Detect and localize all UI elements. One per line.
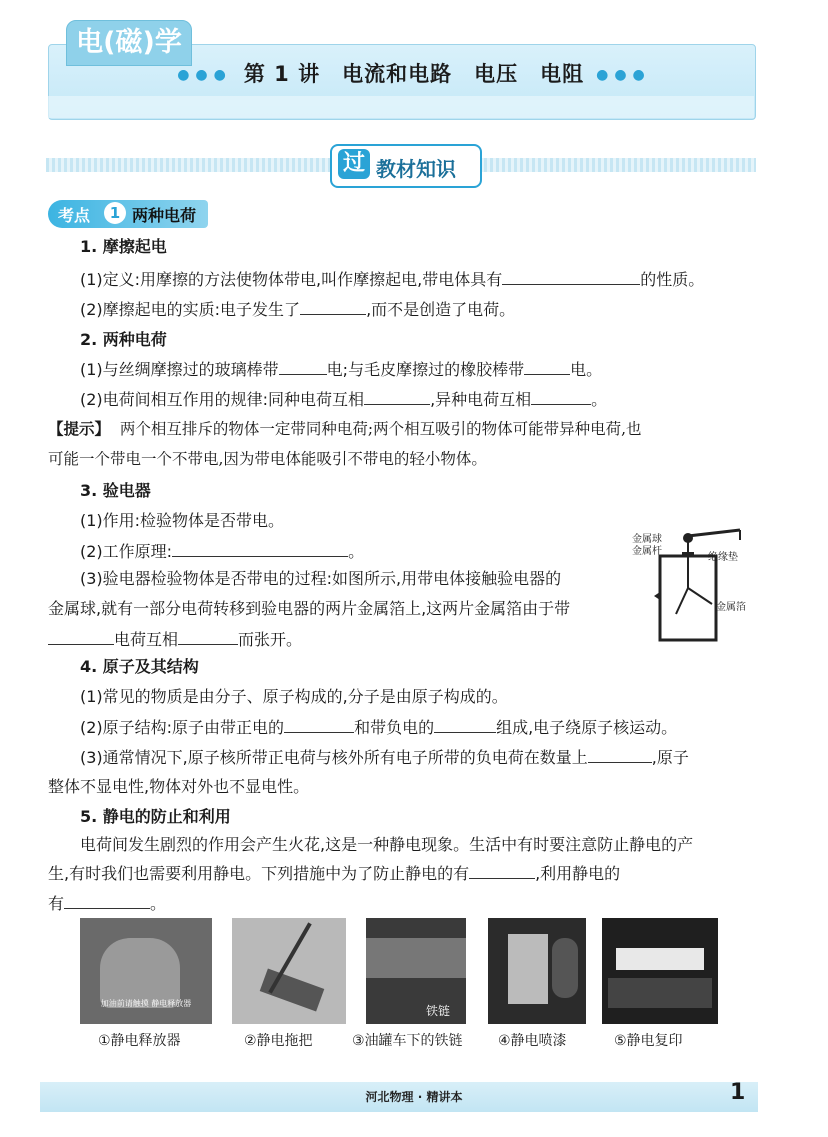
footer-text: 河北物理 · 精讲本 bbox=[365, 1090, 463, 1104]
text-line: 金属球,就有一部分电荷转移到验电器的两片金属箔上,这两片金属箔由于带 bbox=[48, 599, 571, 618]
label-metal-ball: 金属球 bbox=[632, 534, 662, 545]
caption-tanker-chain: ③油罐车下的铁链 bbox=[352, 1033, 463, 1049]
tip-line-1: 【提示】 两个相互排斥的物体一定带同种电荷;两个相互吸引的物体可能带异种电荷,也 bbox=[48, 420, 642, 438]
text-line: 有 。 bbox=[48, 894, 167, 913]
photo-static-copier bbox=[602, 918, 718, 1024]
answer-blank[interactable] bbox=[588, 746, 652, 763]
heading-friction: 1. 摩擦起电 bbox=[80, 237, 167, 256]
photo-tanker-chain: 铁链 bbox=[366, 918, 466, 1024]
kaodian-number: 1 bbox=[104, 202, 126, 224]
text-line: 电荷间发生剧烈的作用会产生火花,这是一种静电现象。生活中有时要注意防止静电的产 bbox=[80, 835, 694, 854]
caption-static-mop: ②静电拖把 bbox=[244, 1033, 313, 1049]
text-line: (3)验电器检验物体是否带电的过程:如图所示,用带电体接触验电器的 bbox=[80, 569, 562, 588]
dots-left: ●●● bbox=[177, 67, 232, 83]
photo-static-discharger: 加油前请触摸 静电释放器 bbox=[80, 918, 212, 1024]
text-line: (1)作用:检验物体是否带电。 bbox=[80, 511, 285, 530]
answer-blank[interactable] bbox=[434, 716, 496, 733]
answer-blank[interactable] bbox=[178, 628, 238, 645]
answer-blank[interactable] bbox=[48, 628, 114, 645]
label-metal-foil: 金属箔 bbox=[716, 602, 746, 613]
photo-static-spray bbox=[488, 918, 586, 1024]
electroscope-figure bbox=[628, 522, 758, 642]
kaodian-label: 考点 bbox=[58, 206, 91, 225]
photo-static-mop bbox=[232, 918, 346, 1024]
tip-line-2: 可能一个带电一个不带电,因为带电体能吸引不带电的轻小物体。 bbox=[48, 450, 487, 468]
answer-blank[interactable] bbox=[531, 388, 591, 405]
page-number: 1 bbox=[730, 1080, 746, 1105]
answer-blank[interactable] bbox=[64, 892, 150, 909]
lesson-title: ●●● 第 1 讲 电流和电路 电压 电阻 ●●● bbox=[177, 62, 651, 86]
text-line: 生,有时我们也需要利用静电。下列措施中为了防止静电的有 ,利用静电的 bbox=[48, 864, 621, 883]
answer-blank[interactable] bbox=[469, 862, 535, 879]
label-metal-rod: 金属杆 bbox=[632, 546, 662, 557]
answer-blank[interactable] bbox=[284, 716, 354, 733]
answer-blank[interactable] bbox=[364, 388, 430, 405]
answer-blank[interactable] bbox=[279, 358, 327, 375]
text-line: (3)通常情况下,原子核所带正电荷与核外所有电子所带的负电荷在数量上 ,原子 bbox=[80, 748, 689, 767]
heading-static: 5. 静电的防止和利用 bbox=[80, 807, 231, 826]
section-icon: 过 bbox=[338, 149, 370, 179]
tip-label: 【提示】 bbox=[48, 420, 111, 438]
chapter-tab: 电(磁)学 bbox=[66, 20, 192, 66]
text-line: (2)电荷间相互作用的规律:同种电荷互相 ,异种电荷互相 。 bbox=[80, 390, 608, 409]
text-line: 整体不显电性,物体对外也不显电性。 bbox=[48, 777, 310, 796]
text-line: (2)工作原理: 。 bbox=[80, 542, 365, 561]
header-banner-strip bbox=[48, 96, 754, 118]
text-line: (1)定义:用摩擦的方法使物体带电,叫作摩擦起电,带电体具有 的性质。 bbox=[80, 270, 705, 289]
answer-blank[interactable] bbox=[172, 540, 348, 557]
text-line: (1)与丝绸摩擦过的玻璃棒带 电;与毛皮摩擦过的橡胶棒带 电。 bbox=[80, 360, 603, 379]
caption-static-discharger: ①静电释放器 bbox=[98, 1033, 181, 1049]
label-insulating-pad: 绝缘垫 bbox=[708, 552, 738, 563]
text-line: (2)原子结构:原子由带正电的 和带负电的 组成,电子绕原子核运动。 bbox=[80, 718, 678, 737]
answer-blank[interactable] bbox=[300, 298, 366, 315]
text-line: 电荷互相 而张开。 bbox=[48, 628, 302, 651]
answer-blank[interactable] bbox=[502, 268, 640, 285]
heading-electroscope: 3. 验电器 bbox=[80, 481, 151, 500]
heading-atom: 4. 原子及其结构 bbox=[80, 657, 199, 676]
heading-two-charges: 2. 两种电荷 bbox=[80, 330, 167, 349]
section-badge bbox=[330, 144, 482, 188]
kaodian-tag bbox=[48, 200, 208, 228]
text-line: (1)常见的物质是由分子、原子构成的,分子是由原子构成的。 bbox=[80, 687, 508, 706]
text-line: (2)摩擦起电的实质:电子发生了 ,而不是创造了电荷。 bbox=[80, 300, 516, 319]
caption-static-copier: ⑤静电复印 bbox=[614, 1033, 683, 1049]
kaodian-title: 两种电荷 bbox=[132, 206, 197, 225]
dots-right: ●●● bbox=[596, 67, 651, 83]
answer-blank[interactable] bbox=[524, 358, 570, 375]
section-title: 教材知识 bbox=[376, 157, 456, 181]
caption-static-spray: ④静电喷漆 bbox=[498, 1033, 567, 1049]
